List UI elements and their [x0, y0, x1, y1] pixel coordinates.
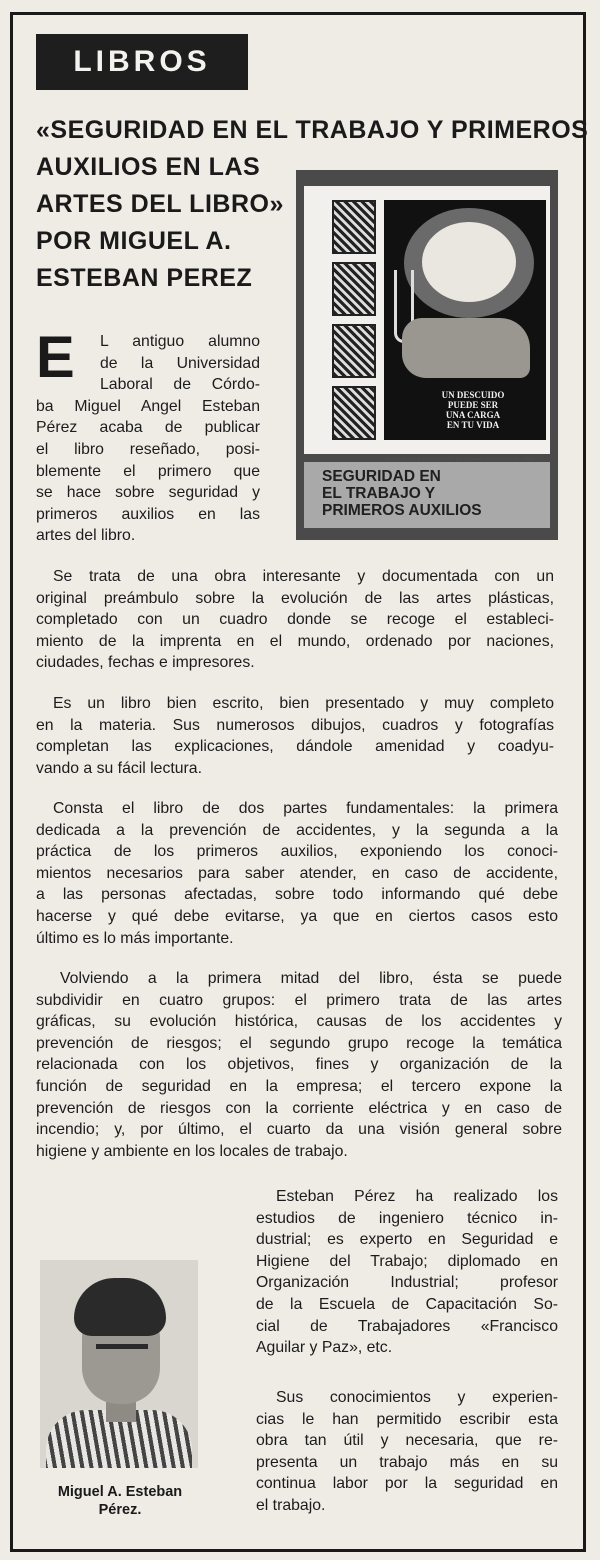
text-line: se hace sobre seguridad y	[36, 484, 260, 502]
cover-pictogram-strip	[332, 200, 376, 444]
text-line: Higiene del Trabajo; diplomado en	[256, 1252, 558, 1270]
text-line: dustrial; es experto en Seguridad e	[256, 1231, 558, 1249]
cover-title-line: EL TRABAJO Y	[322, 485, 436, 502]
text-line: blemente el primero que	[36, 462, 260, 480]
cover-title-line: PRIMEROS AUXILIOS	[322, 502, 482, 519]
text-line: Sus conocimientos y experien-	[276, 1389, 558, 1406]
text-line: continua labor por la seguridad en	[256, 1475, 558, 1493]
cover-caption: ACTIVA NACIONAL DE ACCIDENTES DEL TRABAJO DE LAS ARTES DEL LIBRO	[386, 456, 535, 461]
text-line: en la materia. Sus numerosos dibujos, cuadros y fotografías	[36, 716, 554, 734]
paragraph-groups	[36, 968, 562, 1162]
pictogram-cell	[332, 386, 376, 440]
book-cover-image	[296, 170, 558, 540]
text-line: de la Escuela de Capacitación So-	[256, 1295, 558, 1313]
text-line: prevención de riesgos con la corriente eléctrica y en caso de	[36, 1099, 562, 1117]
slogan-line: PUEDE SER	[447, 400, 499, 410]
intro-paragraph	[36, 325, 260, 547]
cover-artwork-panel	[304, 186, 550, 461]
headline-line: ESTEBAN PEREZ	[36, 264, 253, 292]
text-line: vando a su fácil lectura.	[36, 759, 202, 777]
paragraph-closing	[256, 1387, 558, 1517]
slogan-line: EN TU VIDA	[446, 420, 500, 430]
text-line: dedicada a la prevención de accidentes, y la segunda a la	[36, 821, 558, 839]
text-line: L antiguo alumno	[100, 333, 260, 350]
text-line: cial de Trabajadores «Francisco	[256, 1317, 558, 1335]
text-line: incendio; y, por último, el cuarto da una visión general sobre	[36, 1121, 562, 1139]
text-line: relacionada con los objetivos, fines y organización de la	[36, 1056, 562, 1074]
text-line: Laboral de Córdo-	[100, 376, 260, 394]
paragraph-overview	[36, 566, 554, 674]
caption-line: Miguel A. Esteban	[57, 1484, 183, 1500]
text-line: ciudades, fechas e impresores.	[36, 654, 255, 672]
text-line: hacerse y qué debe evitarse, ya que en ciertos casos esto	[36, 907, 558, 925]
headline-line: AUXILIOS EN LAS	[36, 153, 261, 181]
text-line: primeros auxilios en las	[36, 505, 260, 523]
text-line: Consta el libro de dos partes fundamentales: la primera	[53, 800, 558, 817]
text-line: ba Miguel Angel Esteban	[36, 397, 260, 415]
paragraph-structure	[36, 798, 558, 949]
section-label: LIBROS	[36, 34, 248, 90]
cover-poster	[384, 200, 546, 440]
text-line: Organización Industrial; profesor	[256, 1274, 558, 1292]
cover-title-line: SEGURIDAD EN	[322, 468, 441, 485]
portrait-eyes	[96, 1344, 148, 1357]
pictogram-cell	[332, 200, 376, 254]
portrait-hair	[74, 1278, 166, 1336]
author-portrait	[40, 1260, 198, 1468]
headline-line: «SEGURIDAD EN EL TRABAJO Y PRIMEROS	[36, 116, 589, 144]
text-line: Aguilar y Paz», etc.	[256, 1339, 393, 1357]
text-line: el trabajo.	[256, 1496, 326, 1514]
text-line: práctica de los primeros auxilios, exponiendo los conoci-	[36, 843, 558, 861]
text-line: a las personas afectadas, sobre todo informando qué debe	[36, 886, 558, 904]
drop-cap: E	[36, 325, 75, 390]
text-line: artes del libro.	[36, 527, 136, 545]
paragraph-quality	[36, 693, 554, 779]
pictogram-cell	[332, 262, 376, 316]
text-line: Pérez acaba de publicar	[36, 419, 260, 437]
text-line: gráficas, su evolución histórica, causas de los accidentes y	[36, 1013, 562, 1031]
text-line: función de seguridad en la empresa; el tercero expone la	[36, 1077, 562, 1095]
poster-moon-inner	[422, 222, 516, 302]
cover-title-panel	[304, 462, 550, 528]
headline-line: POR MIGUEL A.	[36, 227, 232, 255]
slogan-line: UN DESCUIDO	[441, 390, 505, 400]
text-line: Es un libro bien escrito, bien presentado y muy completo	[53, 695, 554, 712]
slogan-line: UNA CARGA	[445, 410, 501, 420]
pictogram-cell	[332, 324, 376, 378]
text-line: completan las explicaciones, dándole amenidad y coadyu-	[36, 738, 554, 756]
headline-line: ARTES DEL LIBRO»	[36, 190, 284, 218]
text-line: prevención de riesgos; el segundo grupo recoge la temática	[36, 1034, 562, 1052]
text-line: Esteban Pérez ha realizado los	[276, 1188, 558, 1205]
text-line: mientos necesarios para saber atender, en caso de accidente,	[36, 864, 558, 882]
poster-slogan	[418, 390, 528, 430]
text-line: el libro reseñado, posi-	[36, 440, 260, 458]
text-line: subdividir en cuatro grupos: el primero trata de las artes	[36, 991, 562, 1009]
poster-rock-shape	[402, 318, 530, 378]
text-line: estudios de ingeniero técnico in-	[256, 1209, 558, 1227]
text-line: Se trata de una obra interesante y documentada con un	[53, 568, 554, 585]
portrait-caption	[30, 1483, 210, 1519]
text-line: original preámbulo sobre la evolución de las artes plásticas,	[36, 589, 554, 607]
text-line: miento de la imprenta en el mundo, ordenado por naciones,	[36, 632, 554, 650]
paragraph-author-bio	[256, 1186, 558, 1359]
text-line: último es lo más importante.	[36, 929, 234, 947]
text-line: obra tan útil y necesaria, que re-	[256, 1432, 558, 1450]
text-line: presenta un trabajo más en su	[256, 1453, 558, 1471]
text-line: Volviendo a la primera mitad del libro, ésta se puede	[60, 970, 562, 987]
caption-line: Pérez.	[98, 1502, 142, 1518]
cover-title	[322, 468, 482, 519]
text-line: cias le han permitido escribir esta	[256, 1410, 558, 1428]
text-line: de la Universidad	[100, 354, 260, 372]
text-line: higiene y ambiente en los locales de trabajo.	[36, 1142, 348, 1160]
text-line: completado con un cuadro donde se recoge el estableci-	[36, 611, 554, 629]
